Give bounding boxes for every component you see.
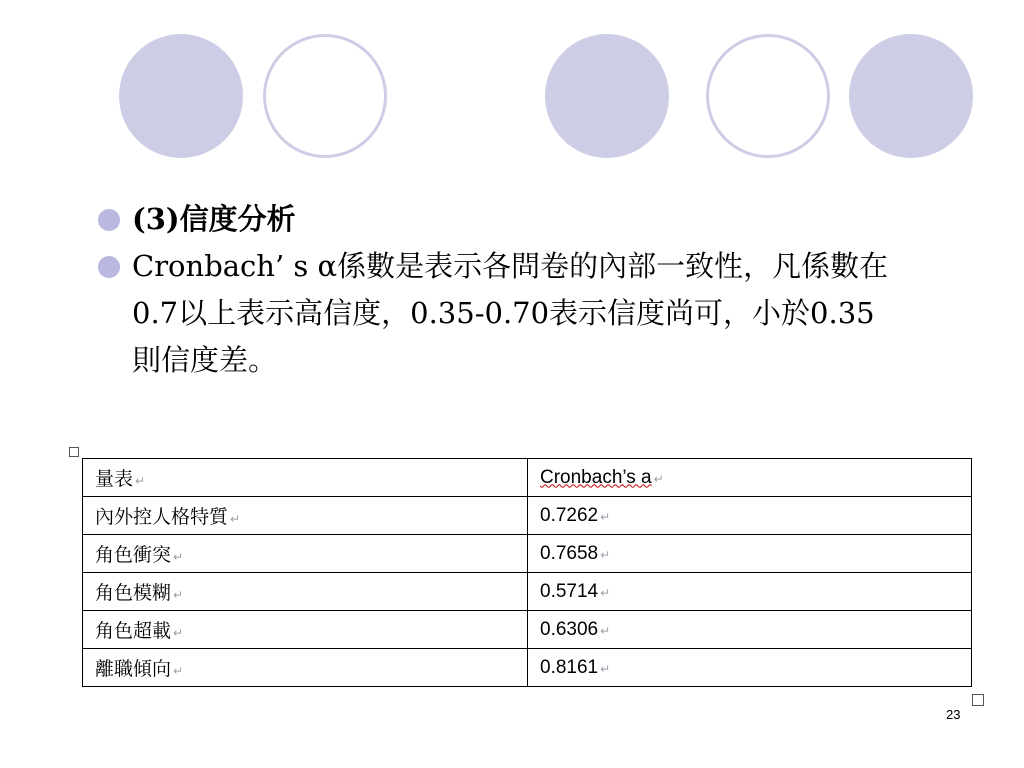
table-header-row xyxy=(83,459,972,497)
page-number: 23 xyxy=(946,707,961,722)
reliability-table xyxy=(82,458,972,687)
header-cell: 量表 ↵ xyxy=(83,459,528,497)
table-row xyxy=(83,497,972,535)
table-row xyxy=(83,535,972,573)
decorative-circle-filled xyxy=(119,34,243,158)
bullet-body-text: Cronbach’ s α係數是表示各問卷的內部一致性，凡係數在0.7以上表示高信度，0.35-0.70表示信度尚可，小於0.35則信度差。 xyxy=(132,249,889,377)
alpha-value-cell: 0.6306 ↵ xyxy=(528,611,972,649)
alpha-value-cell: 0.7658 ↵ xyxy=(528,535,972,573)
header-cell: Cronbach’s a ↵ xyxy=(528,459,972,497)
scale-name-cell: 角色模糊 ↵ xyxy=(83,573,528,611)
alpha-value-cell: 0.8161 ↵ xyxy=(528,649,972,687)
bullet-item xyxy=(98,243,898,384)
bullet-item xyxy=(98,196,898,243)
decorative-circle-filled xyxy=(545,34,669,158)
scale-name-cell: 角色衝突 ↵ xyxy=(83,535,528,573)
alpha-value-cell: 0.7262 ↵ xyxy=(528,497,972,535)
section-heading: (3)信度分析 xyxy=(132,202,296,236)
reliability-table-container xyxy=(82,458,972,687)
bullet-dot-icon xyxy=(98,256,120,278)
table-row xyxy=(83,573,972,611)
decorative-circle-outline xyxy=(706,34,830,158)
decorative-circle-filled xyxy=(849,34,973,158)
scale-name-cell: 角色超載 ↵ xyxy=(83,611,528,649)
alpha-value-cell: 0.5714 ↵ xyxy=(528,573,972,611)
scale-name-cell: 內外控人格特質 ↵ xyxy=(83,497,528,535)
decorative-circle-outline xyxy=(263,34,387,158)
table-row xyxy=(83,649,972,687)
table-row xyxy=(83,611,972,649)
table-resize-handle-icon[interactable] xyxy=(972,694,984,706)
table-move-handle-icon[interactable] xyxy=(69,447,79,457)
scale-name-cell: 離職傾向 ↵ xyxy=(83,649,528,687)
bullet-list xyxy=(98,196,898,384)
bullet-dot-icon xyxy=(98,209,120,231)
